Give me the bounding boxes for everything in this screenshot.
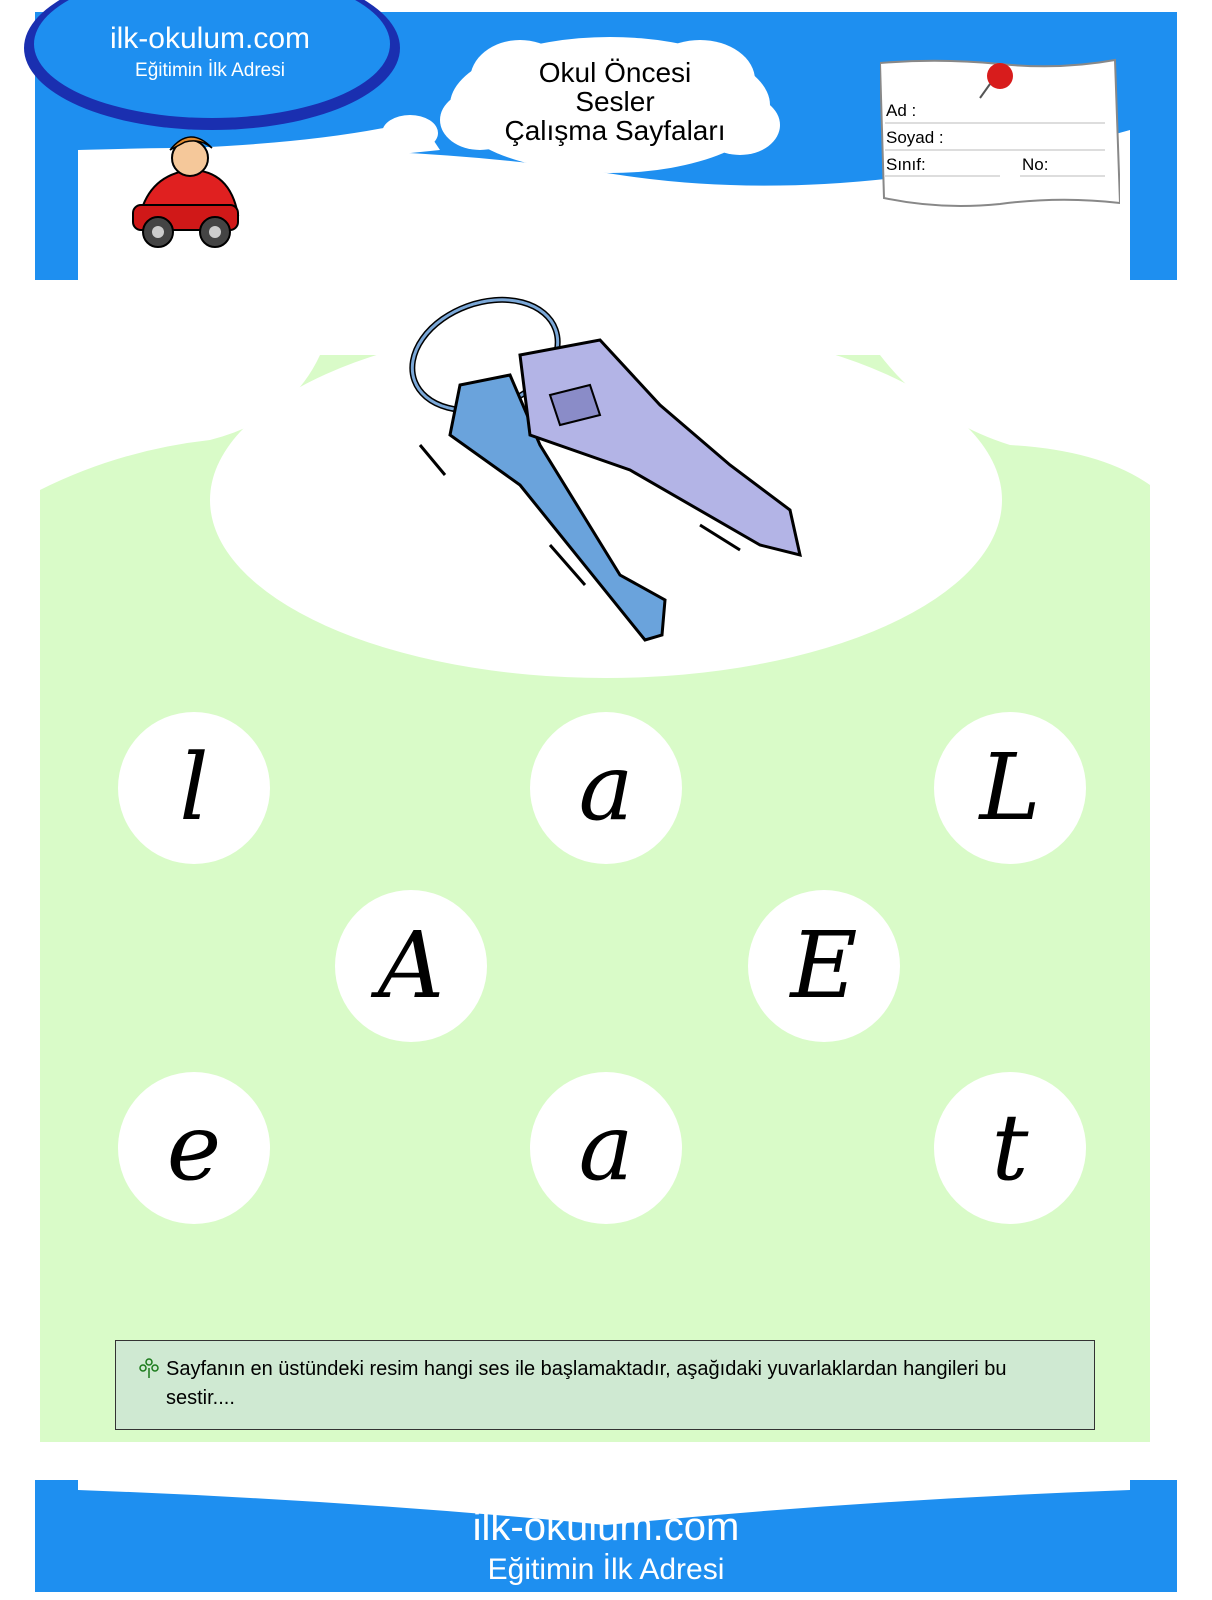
footer-site-logo[interactable]: ilk-okulum.com bbox=[472, 1505, 740, 1549]
name-field[interactable]: Ad : bbox=[886, 101, 917, 120]
site-slogan: Eğitimin İlk Adresi bbox=[135, 60, 285, 81]
title-line-1: Okul Öncesi bbox=[538, 57, 692, 88]
clover-bullet-icon bbox=[138, 1357, 160, 1379]
keys-icon bbox=[400, 295, 820, 665]
site-logo[interactable]: ilk-okulum.com bbox=[109, 22, 311, 55]
letter-circle-4[interactable]: A bbox=[335, 890, 487, 1042]
letter-circle-1[interactable]: l bbox=[118, 712, 270, 864]
letter-circle-2[interactable]: a bbox=[530, 712, 682, 864]
surname-field[interactable]: Soyad : bbox=[886, 128, 944, 147]
letter-circle-5[interactable]: E bbox=[748, 890, 900, 1042]
footer-slogan: Eğitimin İlk Adresi bbox=[487, 1553, 725, 1586]
class-field[interactable]: Sınıf: bbox=[886, 155, 926, 174]
title-line-2: Sesler bbox=[575, 86, 655, 117]
instruction-box bbox=[115, 1340, 1095, 1430]
letter-circle-6[interactable]: e bbox=[118, 1072, 270, 1224]
letter-circle-7[interactable]: a bbox=[530, 1072, 682, 1224]
instruction-text: Sayfanın en üstündeki resim hangi ses ile başlamaktadır, aşağıdaki yuvarlaklardan hangileri bu sestir.... bbox=[166, 1358, 1007, 1409]
title-line-3: Çalışma Sayfaları bbox=[504, 115, 726, 146]
letter-circle-3[interactable]: L bbox=[934, 712, 1086, 864]
number-field[interactable]: No: bbox=[1022, 155, 1049, 174]
letter-circle-8[interactable]: t bbox=[934, 1072, 1086, 1224]
